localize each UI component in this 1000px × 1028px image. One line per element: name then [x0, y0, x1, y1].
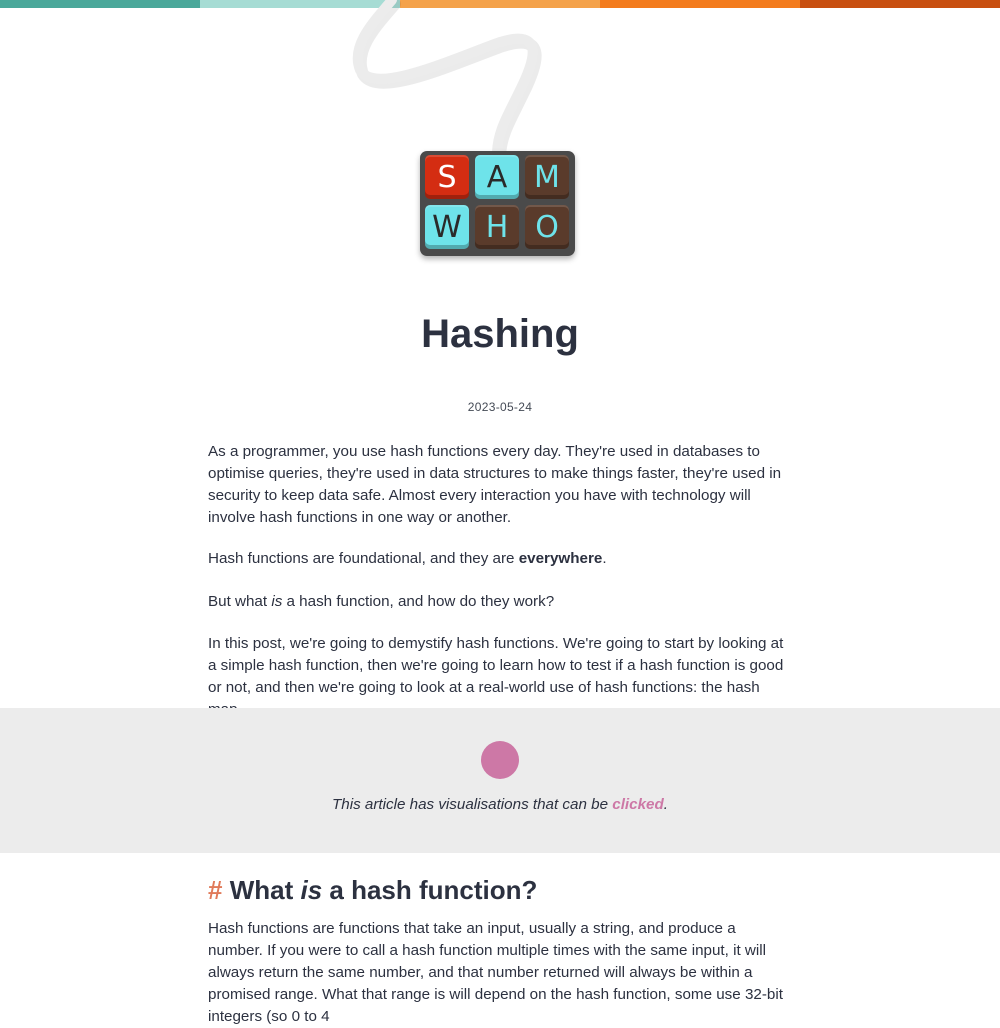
- section-heading-what-is-hash-function: [208, 875, 537, 906]
- intro-paragraph-1: [208, 441, 794, 529]
- intro-text-2-pre: Hash functions are foundational, and they are: [208, 550, 519, 567]
- callout-text-post: .: [663, 796, 668, 813]
- logo-key-o: O: [525, 205, 569, 249]
- section-1-text-1: Hash functions are functions that take an input, usually a string, and produce a number. If you were to call a hash function multiple times with the same input, it will always return the same number, and that number returned will always be within a promised range. What that range is will depend on the hash function, some use 32-bit integers (so 0 to 4: [208, 920, 783, 1025]
- heading-anchor-link[interactable]: #: [208, 875, 223, 905]
- intro-text-2-bold: everywhere: [518, 550, 603, 567]
- clickable-dot-icon[interactable]: [481, 741, 519, 779]
- logo-key-w: W: [425, 205, 469, 249]
- heading-text-post: a hash function?: [322, 875, 538, 905]
- page-title: Hashing: [421, 312, 579, 356]
- intro-paragraph-2: [208, 548, 794, 570]
- heading-text-pre: What: [229, 875, 301, 905]
- callout-text-pre: This article has visualisations that can be: [331, 796, 613, 813]
- logo-key-m: M: [525, 155, 569, 199]
- intro-paragraph-3: [208, 591, 794, 613]
- visualisation-callout: [0, 708, 1000, 853]
- intro-text-3-post: a hash function, and how do they work?: [282, 593, 555, 610]
- logo-key-s: S: [425, 155, 469, 199]
- callout-text: [0, 796, 1000, 813]
- intro-text-2-post: .: [602, 550, 607, 567]
- logo-key-a: A: [475, 155, 519, 199]
- section-1-paragraph-1: [208, 918, 794, 1028]
- keyboard-cable-icon: [0, 0, 1000, 160]
- logo-key-h: H: [475, 205, 519, 249]
- site-logo[interactable]: [420, 151, 575, 256]
- intro-text-3-pre: But what: [208, 593, 272, 610]
- clicked-link[interactable]: clicked: [612, 796, 664, 813]
- intro-text-3-em: is: [271, 593, 283, 610]
- heading-text-em: is: [300, 875, 323, 905]
- intro-text-1: As a programmer, you use hash functions every day. They're used in databases to optimise queries, they're used in data structures to make things faster, they're used in security to keep data safe. Almost every interaction you have with technology will involve hash functions in one way or another.: [208, 443, 782, 526]
- publish-date: 2023-05-24: [467, 400, 533, 414]
- intro-text-4: In this post, we're going to demystify hash functions. We're going to start by looking at a simple hash function, then we're going to learn how to test if a hash function is good or not, and then we're going to look at a real-world use of hash functions: the hash: [208, 635, 784, 696]
